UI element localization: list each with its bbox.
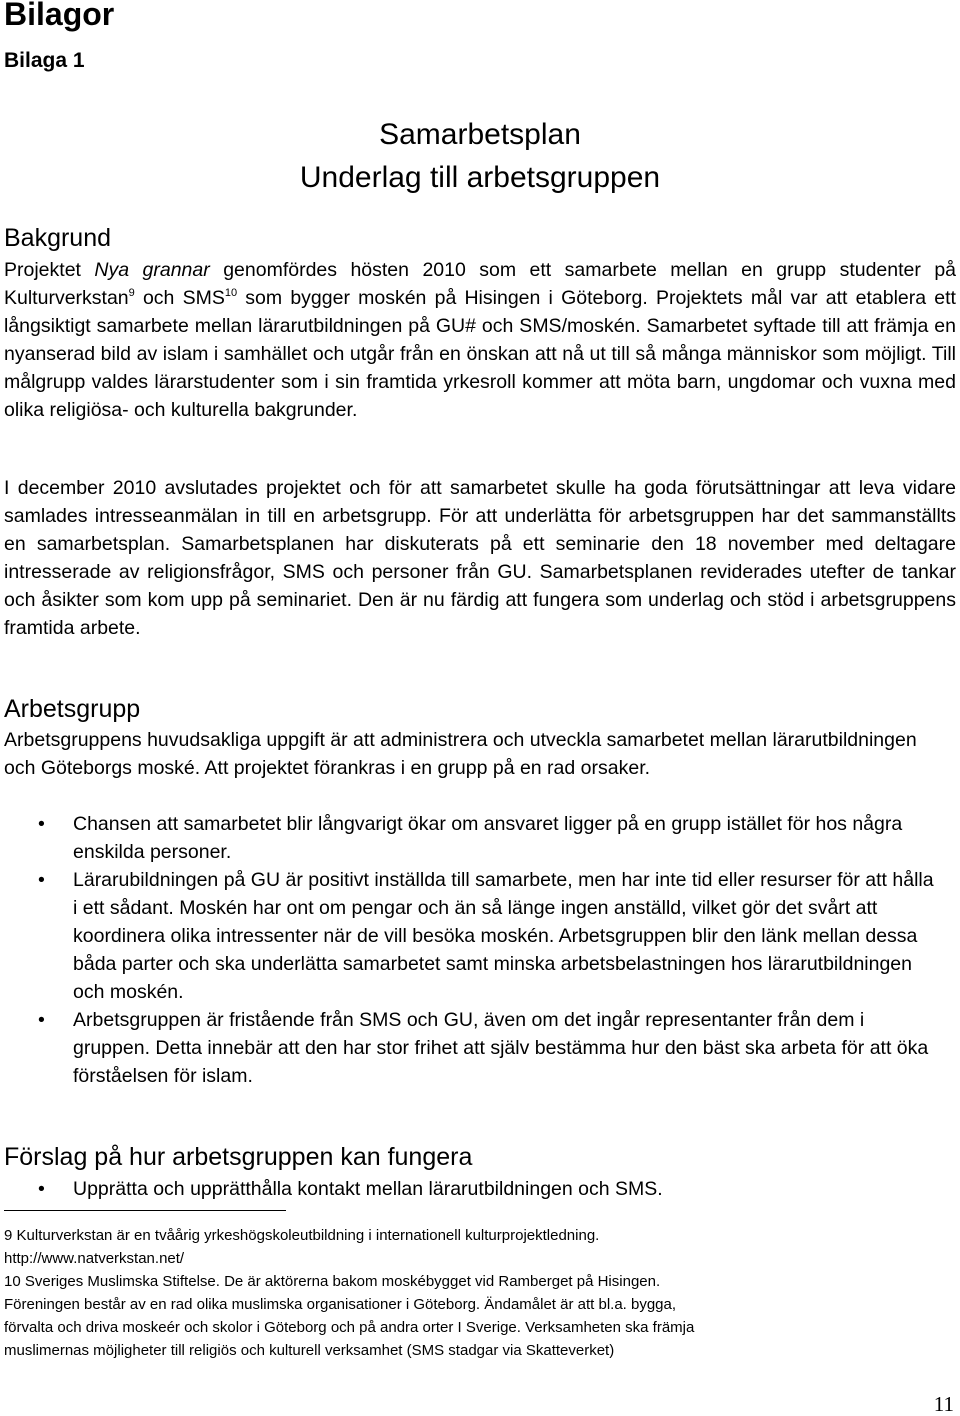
text-run: och SMS (134, 287, 225, 309)
forslag-bullet-list (0, 1175, 940, 1203)
footnote-separator (4, 1210, 286, 1211)
section-heading-forslag: Förslag på hur arbetsgruppen kan fungera (4, 1143, 473, 1171)
appendix-label: Bilaga 1 (4, 49, 85, 72)
bullet-icon: • (38, 1178, 45, 1200)
title-line-1: Samarbetsplan (379, 118, 581, 151)
arbetsgrupp-bullet-list (0, 810, 940, 1090)
list-item-text: Lärarubildningen på GU är positivt inställda till samarbete, men har inte tid eller resurser för att hålla i ett sådant. Moskén har ont om pengar och än så länge ingen anställd, vilket gör det svårt att koordinera olika intressenter när de vill besöka moskén. Arbetsgruppen blir den länk mellan dessa båda parter och ska underlätta samarbetet samt minska arbetsbelastningen hos lärarutbildningen och moskén. (73, 869, 934, 1003)
page-number: 11 (933, 1392, 954, 1416)
footnote-url: http://www.natverkstan.net/ (4, 1250, 185, 1267)
footnote-9 (4, 1224, 954, 1270)
footnote-ref-10: 10 (224, 287, 238, 299)
list-item (0, 1006, 940, 1090)
list-item-text: Upprätta och upprätthålla kontakt mellan lärarutbildningen och SMS. (73, 1178, 663, 1200)
footnote-10 (4, 1270, 954, 1362)
section-heading-arbetsgrupp: Arbetsgrupp (4, 695, 141, 723)
footnote-text: muslimernas möjligheter till religiös och kulturell verksamhet (SMS stadgar via Skatteverket) (4, 1342, 615, 1359)
bullet-icon: • (38, 1009, 45, 1031)
text-run: som bygger moskén på Hisingen i Göteborg. Projektets mål var att etablera ett långsiktigt samarbete mellan lärarutbildningen på GU# och SMS/moskén. Samarbetet syftade till att främja en nyanserad bild av islam i samhället och utgår från en önskan att nå ut till så många människor som möjligt. Till målgrupp valdes lärarstudenter som i sin framtida yrkesroll kommer att möta barn, ungdomar och vuxna med olika religiösa- och kulturella bakgrunder. (4, 287, 956, 421)
list-item-text: Chansen att samarbetet blir långvarigt ökar om ansvaret ligger på en grupp istället för hos några enskilda personer. (73, 813, 903, 863)
footnote-text: Föreningen består av en rad olika muslimska organisationer i Göteborg. Ändamålet är att bl.a. bygga, (4, 1296, 677, 1313)
text-run: genomfördes hösten 2010 som ett samarbete mellan en grupp studenter på Kulturverkstan (4, 259, 957, 309)
arbetsgrupp-intro: Arbetsgruppens huvudsakliga uppgift är att administrera och utveckla samarbetet mellan lärarutbildningen och Göteborgs moské. Att projektet förankras i en grupp på en rad orsaker. (4, 729, 917, 779)
title-line-2: Underlag till arbetsgruppen (299, 161, 661, 194)
page-heading: Bilagor (4, 0, 115, 32)
list-item (0, 866, 940, 1006)
list-item (0, 1175, 940, 1203)
footnote-ref-9: 9 (128, 287, 135, 299)
footnote-text: förvalta och driva moskeér och skolor i Göteborg och på andra orter I Sverige. Verksamheten ska främja (4, 1319, 695, 1336)
list-item (0, 810, 940, 866)
section-heading-bakgrund: Bakgrund (4, 224, 112, 252)
bakgrund-paragraph-1 (4, 256, 956, 424)
bakgrund-paragraph-2: I december 2010 avslutades projektet och för att samarbetet skulle ha goda förutsättningar att leva vidare samlades intresseanmälan in till en arbetsgrupp. För att underlätta för arbetsgruppen har det sammanställts en samarbetsplan. Samarbetsplanen har diskuterats på ett seminarie den 18 november med deltagare intresserade av religionsfrågor, SMS och personer från GU. Samarbetsplanen reviderades utefter de tankar och åsikter som kom upp på seminariet. Den är nu färdig att fungera som underlag och stöd i arbetsgruppens framtida arbete. (4, 477, 956, 639)
project-name-italic: Nya grannar (94, 259, 210, 281)
list-item-text: Arbetsgruppen är fristående från SMS och GU, även om det ingår representanter från dem i gruppen. Detta innebär att den har stor frihet att själv bestämma hur den bäst ska arbeta för att öka förståelsen för islam. (73, 1009, 929, 1087)
footnote-text: 10 Sveriges Muslimska Stiftelse. De är aktörerna bakom moskébygget vid Ramberget på Hisingen. (4, 1273, 661, 1290)
bullet-icon: • (38, 813, 45, 835)
text-run: Projektet (4, 259, 95, 281)
footnote-text: 9 Kulturverkstan är en tvåårig yrkeshögskoleutbildning i internationell kulturprojektledning. (4, 1227, 600, 1244)
document-title (0, 113, 960, 199)
bullet-icon: • (38, 869, 45, 891)
